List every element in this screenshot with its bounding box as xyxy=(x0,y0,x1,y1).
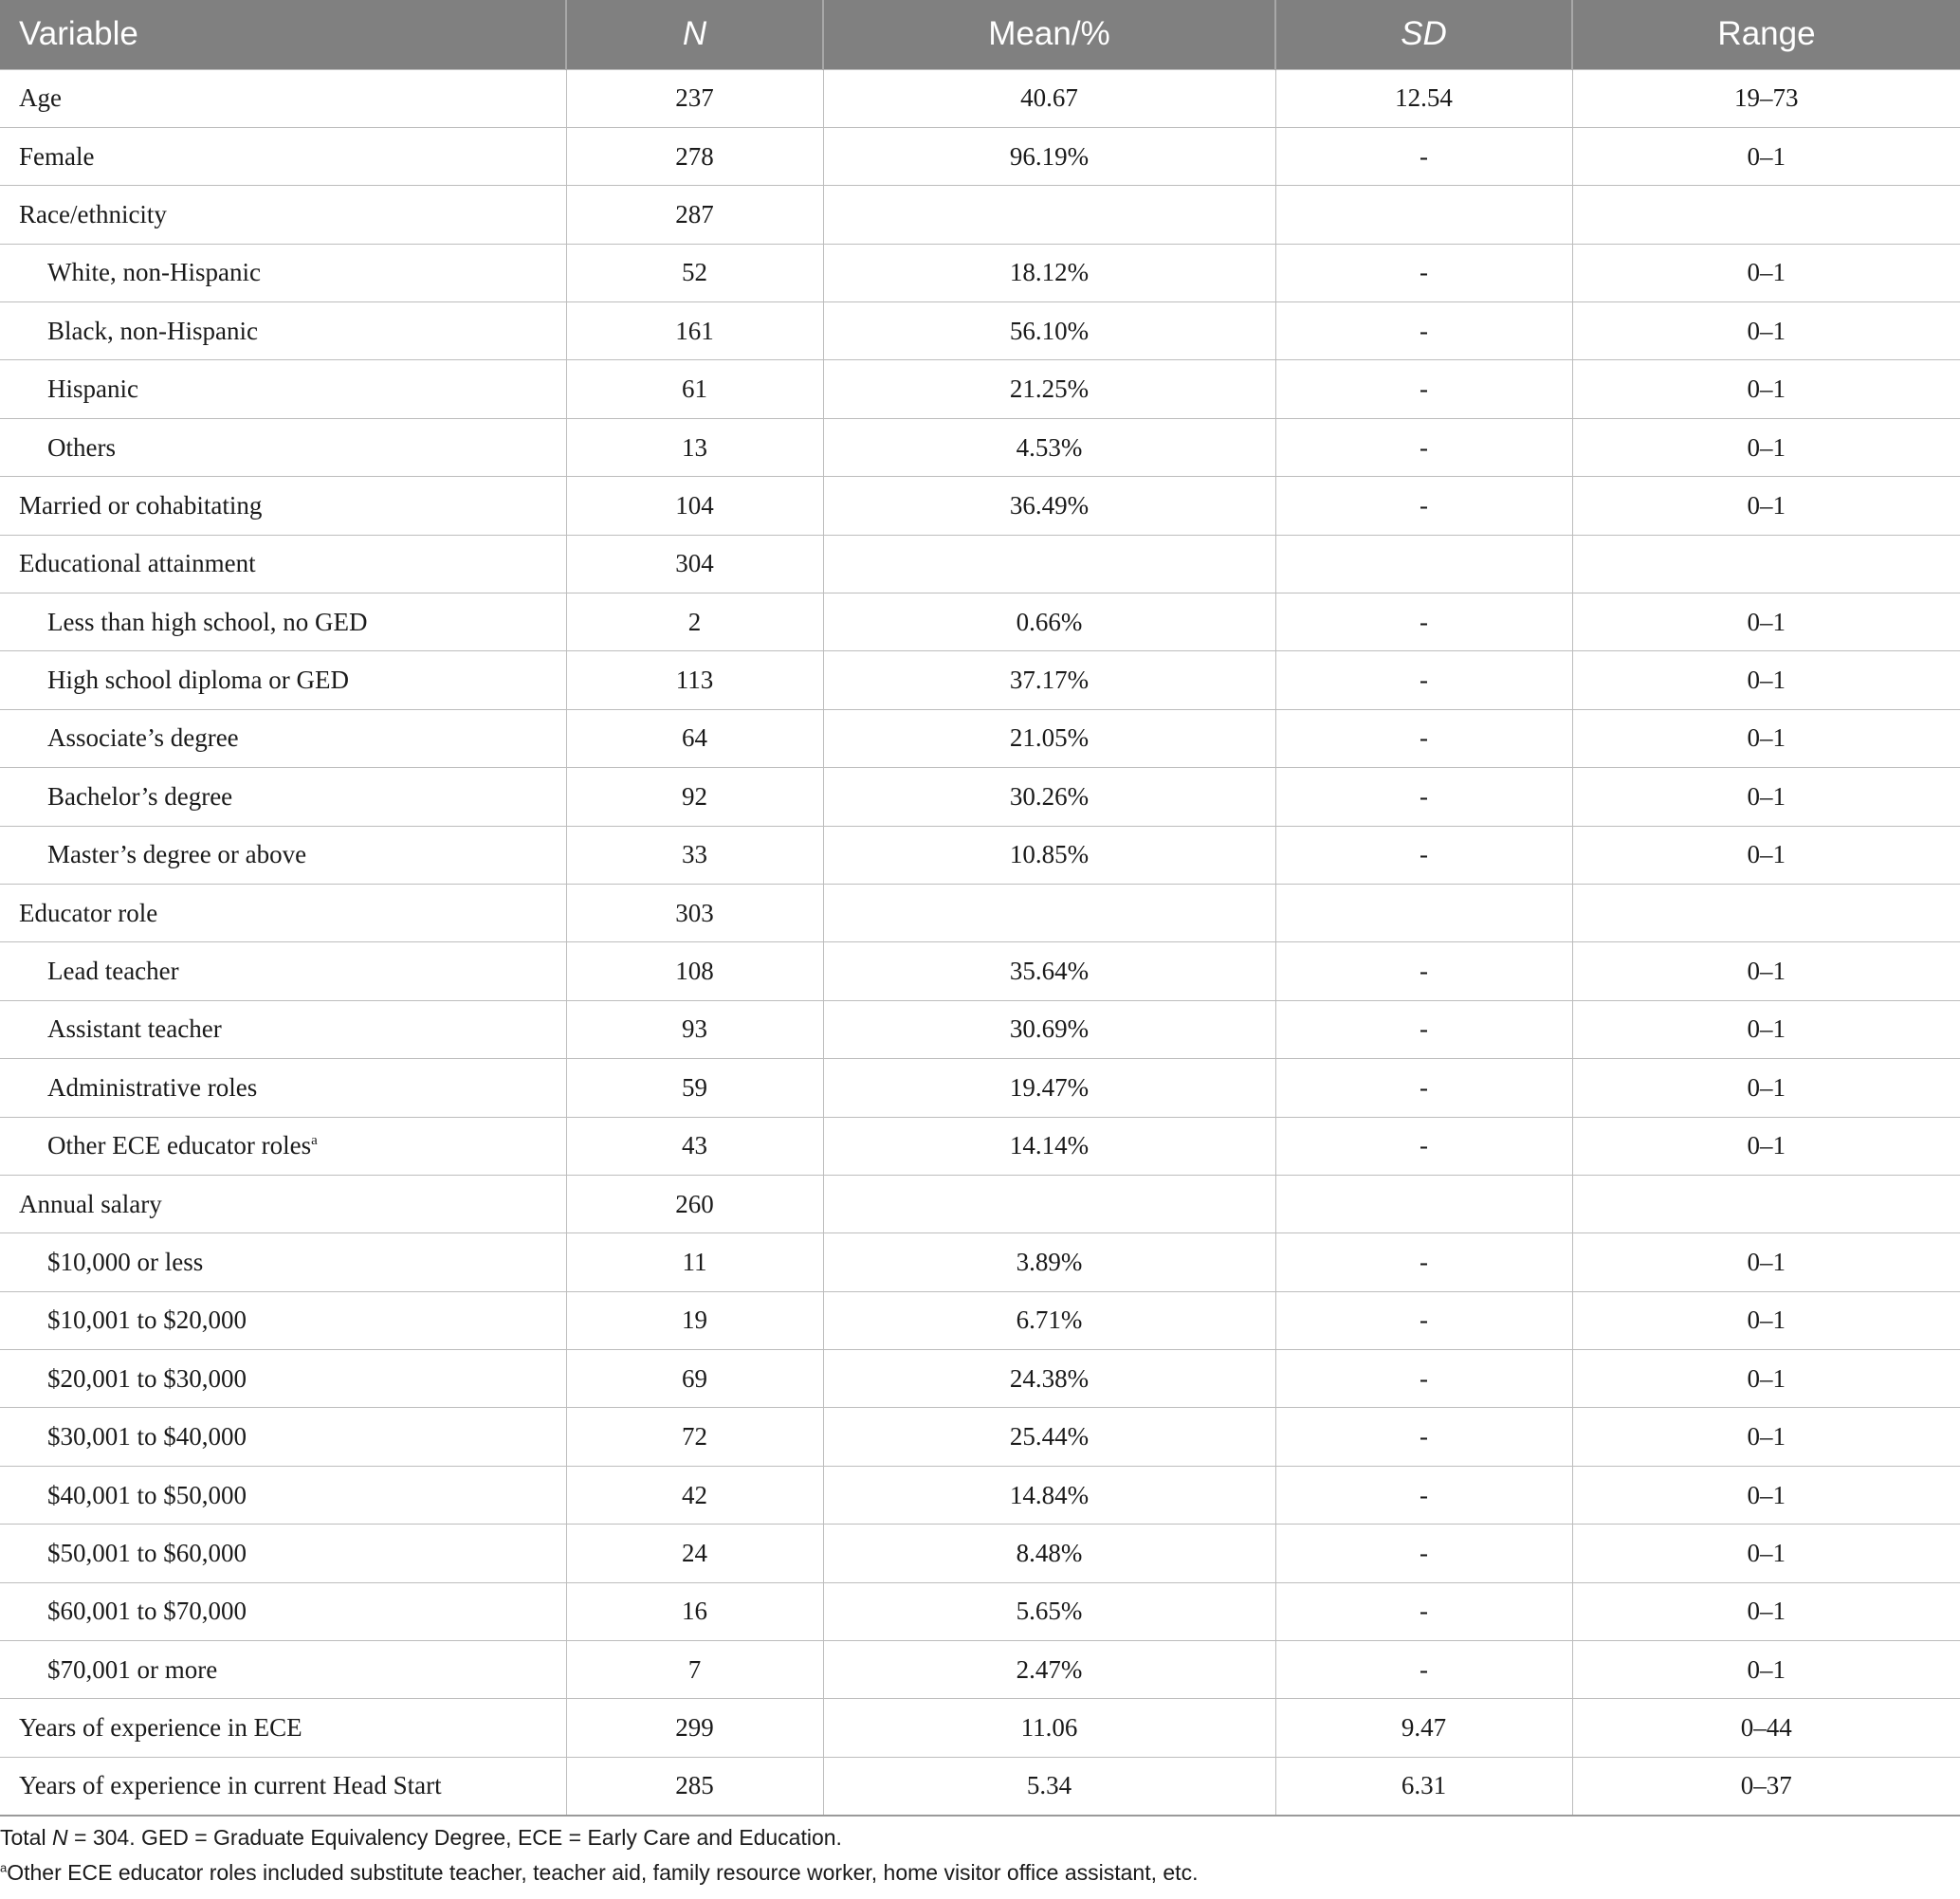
cell-n: 52 xyxy=(566,244,823,301)
variable-label: Married or cohabitating xyxy=(19,490,263,520)
cell-variable xyxy=(0,127,566,185)
cell-sd: - xyxy=(1275,1350,1572,1408)
cell-n: 278 xyxy=(566,127,823,185)
variable-label: Age xyxy=(19,83,62,113)
cell-range: 0–1 xyxy=(1572,1350,1960,1408)
cell-range: 0–1 xyxy=(1572,1641,1960,1699)
cell-n: 108 xyxy=(566,942,823,1000)
variable-label: $60,001 to $70,000 xyxy=(47,1597,247,1626)
cell-variable xyxy=(0,1757,566,1815)
cell-n: 161 xyxy=(566,302,823,360)
cell-mean: 19.47% xyxy=(823,1059,1275,1117)
cell-sd: - xyxy=(1275,768,1572,826)
table-row xyxy=(0,1117,1960,1175)
cell-range: 0–1 xyxy=(1572,768,1960,826)
table-row xyxy=(0,127,1960,185)
table-row xyxy=(0,709,1960,767)
cell-n: 92 xyxy=(566,768,823,826)
table-row xyxy=(0,535,1960,593)
table-row xyxy=(0,186,1960,244)
cell-sd: - xyxy=(1275,709,1572,767)
table-row xyxy=(0,942,1960,1000)
cell-variable xyxy=(0,884,566,941)
cell-range xyxy=(1572,186,1960,244)
variable-label: $40,001 to $50,000 xyxy=(47,1480,247,1509)
footnote-marker: a xyxy=(311,1133,318,1149)
cell-variable xyxy=(0,593,566,651)
table-row xyxy=(0,1233,1960,1291)
table-row xyxy=(0,768,1960,826)
variable-label: Master’s degree or above xyxy=(47,840,307,869)
cell-mean: 40.67 xyxy=(823,69,1275,127)
cell-range: 0–1 xyxy=(1572,942,1960,1000)
header-variable: Variable xyxy=(19,15,138,53)
cell-mean: 30.69% xyxy=(823,1000,1275,1058)
footnote-a-text: Other ECE educator roles included substitute teacher, teacher aid, family resource worker, home visitor office assistant, etc. xyxy=(7,1860,1199,1885)
cell-range: 0–1 xyxy=(1572,1117,1960,1175)
cell-sd: - xyxy=(1275,942,1572,1000)
cell-n: 299 xyxy=(566,1699,823,1757)
cell-sd: - xyxy=(1275,1117,1572,1175)
cell-mean: 5.65% xyxy=(823,1582,1275,1640)
variable-label: Bachelor’s degree xyxy=(47,781,233,811)
cell-sd xyxy=(1275,884,1572,941)
cell-variable xyxy=(0,477,566,535)
cell-variable xyxy=(0,1641,566,1699)
cell-mean: 8.48% xyxy=(823,1525,1275,1582)
cell-variable xyxy=(0,1117,566,1175)
cell-variable xyxy=(0,535,566,593)
cell-variable xyxy=(0,1466,566,1524)
cell-range: 0–1 xyxy=(1572,1059,1960,1117)
cell-sd: - xyxy=(1275,651,1572,709)
cell-n: 104 xyxy=(566,477,823,535)
cell-range xyxy=(1572,1175,1960,1233)
variable-label: High school diploma or GED xyxy=(47,666,349,695)
variable-label: Race/ethnicity xyxy=(19,199,167,228)
table-row xyxy=(0,477,1960,535)
variable-label: Years of experience in current Head Start xyxy=(19,1771,442,1800)
cell-mean: 56.10% xyxy=(823,302,1275,360)
cell-variable xyxy=(0,1000,566,1058)
table-row xyxy=(0,1000,1960,1058)
cell-range: 0–1 xyxy=(1572,302,1960,360)
cell-range xyxy=(1572,535,1960,593)
variable-label: $20,001 to $30,000 xyxy=(47,1363,247,1393)
cell-mean: 2.47% xyxy=(823,1641,1275,1699)
table-row xyxy=(0,1582,1960,1640)
cell-variable xyxy=(0,826,566,884)
cell-sd: - xyxy=(1275,1466,1572,1524)
cell-variable xyxy=(0,244,566,301)
variable-label: $70,001 or more xyxy=(47,1654,218,1684)
cell-range: 0–1 xyxy=(1572,651,1960,709)
table-row xyxy=(0,1408,1960,1466)
table-row xyxy=(0,1291,1960,1349)
cell-n: 287 xyxy=(566,186,823,244)
cell-range: 0–1 xyxy=(1572,709,1960,767)
table-row xyxy=(0,69,1960,127)
cell-sd: - xyxy=(1275,302,1572,360)
cell-mean: 10.85% xyxy=(823,826,1275,884)
table-row xyxy=(0,244,1960,301)
cell-n: 303 xyxy=(566,884,823,941)
cell-n: 61 xyxy=(566,360,823,418)
cell-n: 64 xyxy=(566,709,823,767)
cell-range: 0–1 xyxy=(1572,1291,1960,1349)
table-row xyxy=(0,418,1960,476)
cell-n: 33 xyxy=(566,826,823,884)
cell-mean: 96.19% xyxy=(823,127,1275,185)
footnote-total-n: N xyxy=(51,1825,68,1850)
footnote-total-text: = 304. GED = Graduate Equivalency Degree, ECE = Early Care and Education. xyxy=(67,1825,842,1850)
table-row xyxy=(0,826,1960,884)
cell-mean: 4.53% xyxy=(823,418,1275,476)
variable-label: Educator role xyxy=(19,898,158,927)
cell-mean: 21.25% xyxy=(823,360,1275,418)
footnote-a-marker: a xyxy=(0,1860,8,1875)
cell-n: 2 xyxy=(566,593,823,651)
variable-label: Annual salary xyxy=(19,1189,162,1218)
cell-variable xyxy=(0,1059,566,1117)
cell-n: 69 xyxy=(566,1350,823,1408)
cell-sd: 12.54 xyxy=(1275,69,1572,127)
table-row xyxy=(0,360,1960,418)
table-body xyxy=(0,69,1960,1816)
cell-mean xyxy=(823,186,1275,244)
cell-n: 42 xyxy=(566,1466,823,1524)
cell-n: 16 xyxy=(566,1582,823,1640)
table-row xyxy=(0,884,1960,941)
cell-mean: 14.14% xyxy=(823,1117,1275,1175)
cell-mean xyxy=(823,1175,1275,1233)
cell-mean: 24.38% xyxy=(823,1350,1275,1408)
cell-range: 0–1 xyxy=(1572,1582,1960,1640)
variable-label: Years of experience in ECE xyxy=(19,1713,302,1743)
cell-range: 0–1 xyxy=(1572,1466,1960,1524)
cell-n: 7 xyxy=(566,1641,823,1699)
cell-variable xyxy=(0,1408,566,1466)
cell-sd: - xyxy=(1275,1291,1572,1349)
variable-label: Black, non-Hispanic xyxy=(47,316,258,345)
cell-mean: 25.44% xyxy=(823,1408,1275,1466)
cell-mean: 11.06 xyxy=(823,1699,1275,1757)
cell-range xyxy=(1572,884,1960,941)
cell-mean xyxy=(823,535,1275,593)
table-row xyxy=(0,1641,1960,1699)
cell-range: 0–1 xyxy=(1572,1525,1960,1582)
footnote-total-prefix: Total xyxy=(0,1825,52,1850)
cell-sd: - xyxy=(1275,1059,1572,1117)
cell-variable xyxy=(0,768,566,826)
cell-n: 285 xyxy=(566,1757,823,1815)
cell-range: 0–1 xyxy=(1572,1233,1960,1291)
table-row xyxy=(0,1757,1960,1815)
table-row xyxy=(0,1350,1960,1408)
cell-sd: - xyxy=(1275,1641,1572,1699)
cell-sd: - xyxy=(1275,1582,1572,1640)
cell-mean: 37.17% xyxy=(823,651,1275,709)
cell-mean: 5.34 xyxy=(823,1757,1275,1815)
cell-n: 11 xyxy=(566,1233,823,1291)
cell-variable xyxy=(0,302,566,360)
header-mean: Mean/% xyxy=(823,0,1275,69)
table-row xyxy=(0,302,1960,360)
cell-variable xyxy=(0,186,566,244)
variable-label: Lead teacher xyxy=(47,957,179,986)
cell-sd: - xyxy=(1275,127,1572,185)
variable-label: $30,001 to $40,000 xyxy=(47,1422,247,1452)
cell-variable xyxy=(0,69,566,127)
cell-n: 72 xyxy=(566,1408,823,1466)
cell-mean xyxy=(823,884,1275,941)
cell-sd: - xyxy=(1275,1000,1572,1058)
cell-sd: - xyxy=(1275,826,1572,884)
variable-label: Female xyxy=(19,141,95,171)
cell-sd: - xyxy=(1275,1233,1572,1291)
cell-variable xyxy=(0,360,566,418)
cell-range: 0–1 xyxy=(1572,418,1960,476)
table-row xyxy=(0,1466,1960,1524)
cell-mean: 35.64% xyxy=(823,942,1275,1000)
header-range: Range xyxy=(1572,0,1960,69)
variable-label: $50,001 to $60,000 xyxy=(47,1538,247,1567)
cell-sd: - xyxy=(1275,360,1572,418)
table-row xyxy=(0,1175,1960,1233)
cell-range: 0–1 xyxy=(1572,477,1960,535)
cell-mean: 30.26% xyxy=(823,768,1275,826)
cell-range: 0–1 xyxy=(1572,593,1960,651)
cell-variable xyxy=(0,1350,566,1408)
cell-variable xyxy=(0,1699,566,1757)
cell-sd: 9.47 xyxy=(1275,1699,1572,1757)
cell-sd xyxy=(1275,186,1572,244)
cell-range: 0–1 xyxy=(1572,826,1960,884)
cell-variable xyxy=(0,1582,566,1640)
variable-label: White, non-Hispanic xyxy=(47,258,261,287)
cell-variable xyxy=(0,1525,566,1582)
cell-n: 237 xyxy=(566,69,823,127)
variable-label: Less than high school, no GED xyxy=(47,607,368,636)
variable-label: Administrative roles xyxy=(47,1072,258,1102)
cell-n: 113 xyxy=(566,651,823,709)
cell-variable xyxy=(0,1291,566,1349)
cell-n: 19 xyxy=(566,1291,823,1349)
footnote-total xyxy=(0,1820,1960,1855)
cell-sd xyxy=(1275,535,1572,593)
cell-range: 0–1 xyxy=(1572,1000,1960,1058)
variable-label: Other ECE educator roles xyxy=(47,1131,312,1160)
table-row xyxy=(0,1699,1960,1757)
cell-n: 304 xyxy=(566,535,823,593)
header-sd: SD xyxy=(1275,0,1572,69)
cell-mean: 6.71% xyxy=(823,1291,1275,1349)
cell-sd: - xyxy=(1275,418,1572,476)
cell-n: 24 xyxy=(566,1525,823,1582)
cell-variable xyxy=(0,942,566,1000)
table-row xyxy=(0,1525,1960,1582)
cell-n: 260 xyxy=(566,1175,823,1233)
cell-range: 0–1 xyxy=(1572,244,1960,301)
cell-n: 93 xyxy=(566,1000,823,1058)
cell-range: 0–44 xyxy=(1572,1699,1960,1757)
table-row xyxy=(0,593,1960,651)
cell-range: 19–73 xyxy=(1572,69,1960,127)
variable-label: Educational attainment xyxy=(19,549,256,578)
header-row xyxy=(0,0,1960,69)
cell-mean: 14.84% xyxy=(823,1466,1275,1524)
cell-variable xyxy=(0,709,566,767)
table-row xyxy=(0,651,1960,709)
cell-sd xyxy=(1275,1175,1572,1233)
cell-mean: 0.66% xyxy=(823,593,1275,651)
cell-variable xyxy=(0,1233,566,1291)
variable-label: Assistant teacher xyxy=(47,1014,222,1044)
variable-label: $10,000 or less xyxy=(47,1248,204,1276)
cell-range: 0–1 xyxy=(1572,360,1960,418)
cell-range: 0–1 xyxy=(1572,127,1960,185)
cell-n: 43 xyxy=(566,1117,823,1175)
cell-variable xyxy=(0,651,566,709)
header-n: N xyxy=(566,0,823,69)
cell-range: 0–37 xyxy=(1572,1757,1960,1815)
cell-mean: 36.49% xyxy=(823,477,1275,535)
variable-label: Hispanic xyxy=(47,374,138,404)
cell-sd: - xyxy=(1275,244,1572,301)
cell-n: 13 xyxy=(566,418,823,476)
table-header xyxy=(0,0,1960,69)
variable-label: Associate’s degree xyxy=(47,723,239,753)
table-row xyxy=(0,1059,1960,1117)
cell-variable xyxy=(0,1175,566,1233)
cell-sd: - xyxy=(1275,1408,1572,1466)
variable-label: $10,001 to $20,000 xyxy=(47,1306,247,1335)
cell-variable xyxy=(0,418,566,476)
cell-sd: 6.31 xyxy=(1275,1757,1572,1815)
cell-range: 0–1 xyxy=(1572,1408,1960,1466)
cell-mean: 3.89% xyxy=(823,1233,1275,1291)
cell-sd: - xyxy=(1275,1525,1572,1582)
cell-sd: - xyxy=(1275,477,1572,535)
cell-sd: - xyxy=(1275,593,1572,651)
cell-n: 59 xyxy=(566,1059,823,1117)
cell-mean: 18.12% xyxy=(823,244,1275,301)
table-footnotes xyxy=(0,1820,1960,1890)
footnote-a xyxy=(0,1855,1960,1890)
cell-mean: 21.05% xyxy=(823,709,1275,767)
variable-label: Others xyxy=(47,432,116,462)
